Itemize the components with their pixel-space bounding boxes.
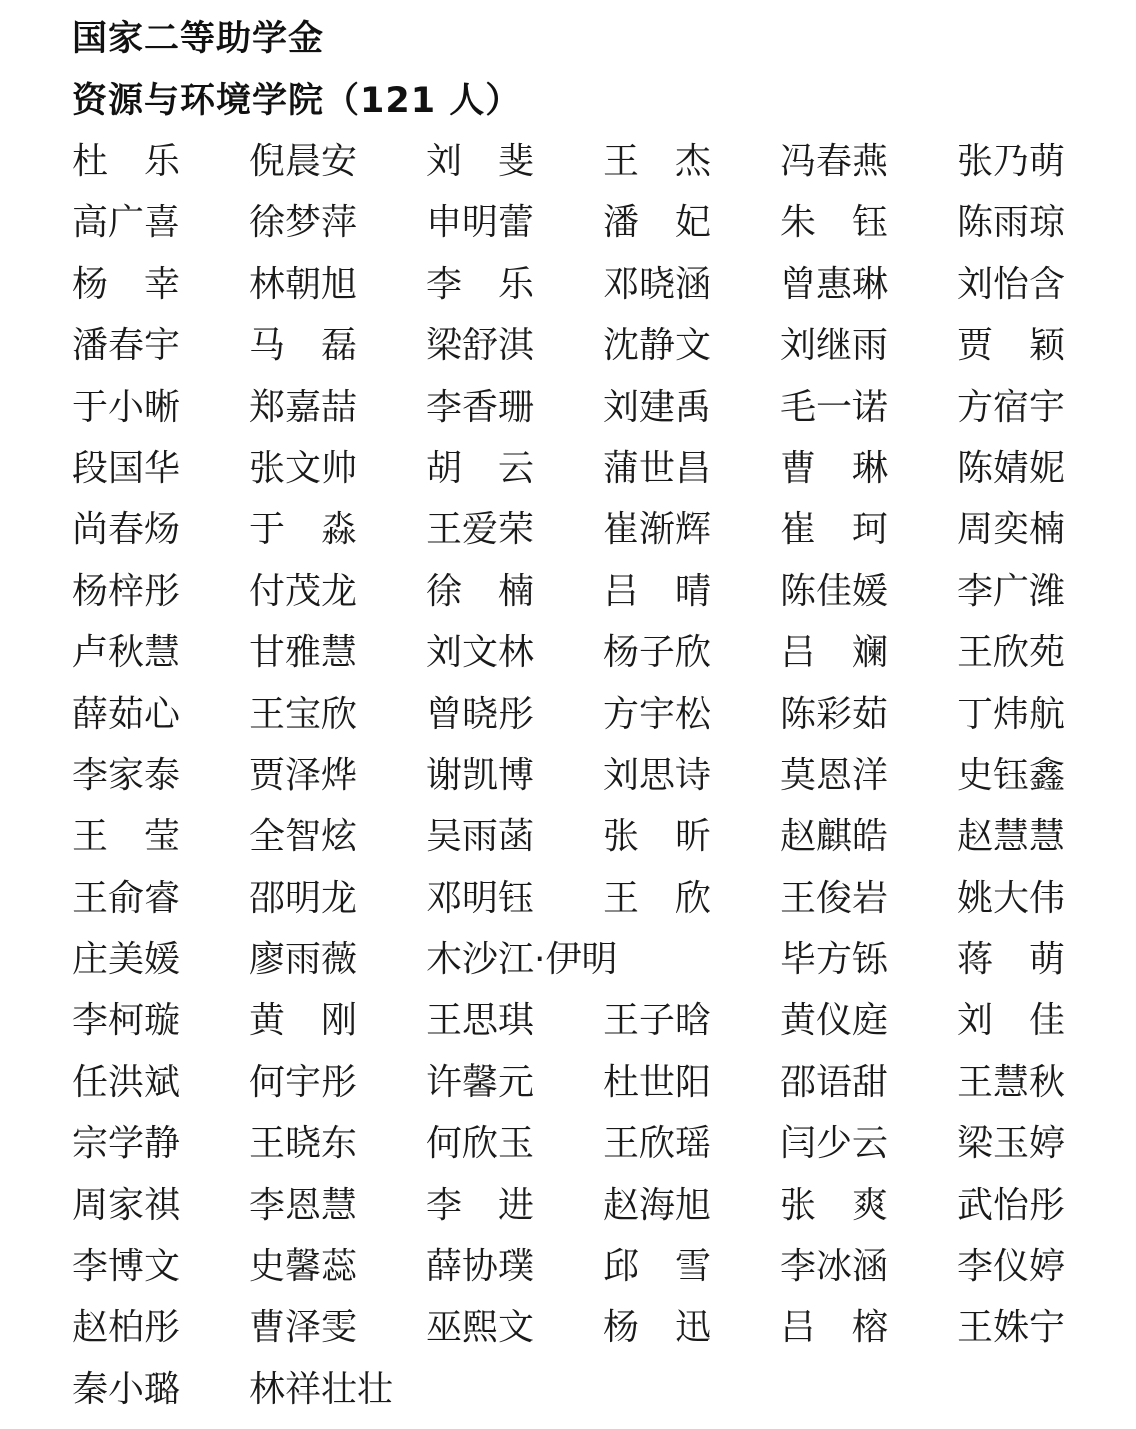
name-item: 曾晓彤 [426,693,535,735]
name-item: 王俞睿 [72,877,181,919]
name-item: 朱 钰 [780,202,889,244]
name-item: 梁玉婷 [957,1123,1066,1165]
document-subtitle: 资源与环境学院（121 人） [72,81,522,121]
name-item: 杜世阳 [603,1061,712,1103]
name-item: 甘雅慧 [249,632,358,674]
name-item: 史钰鑫 [957,754,1066,796]
name-item: 王晓东 [249,1123,358,1165]
name-item: 刘 佳 [957,1000,1066,1042]
name-item: 武怡彤 [957,1184,1066,1226]
name-item: 何宇彤 [249,1061,358,1103]
name-item: 王俊岩 [780,877,889,919]
name-item: 李 乐 [426,263,535,305]
name-item: 赵麒皓 [780,816,889,858]
name-item: 邓晓涵 [603,263,712,305]
name-item: 闫少云 [780,1123,889,1165]
name-item: 王子晗 [603,1000,712,1042]
document-title: 国家二等助学金 [72,19,325,59]
name-item: 许馨元 [426,1061,535,1103]
name-item: 赵慧慧 [957,816,1066,858]
name-item: 沈静文 [603,325,712,367]
name-item: 尚春炀 [72,509,181,551]
name-item: 林祥壮壮 [249,1368,394,1410]
name-item: 李广潍 [957,570,1066,612]
name-item: 王慧秋 [957,1061,1066,1103]
name-item: 黄仪庭 [780,1000,889,1042]
name-item: 薛茹心 [72,693,181,735]
name-item: 巫熙文 [426,1307,535,1349]
name-item: 张乃萌 [957,141,1066,182]
name-item: 陈佳媛 [780,570,889,612]
name-item: 潘 妃 [603,202,712,244]
name-item: 郑嘉喆 [249,386,358,428]
name-item: 周奕楠 [957,509,1066,551]
name-item: 贾 颖 [957,325,1066,367]
name-item: 任洪斌 [72,1061,181,1103]
name-item: 毛一诺 [780,386,889,428]
name-item: 陈婧妮 [957,447,1066,489]
name-item: 崔 珂 [780,509,889,551]
name-item: 王 欣 [603,877,712,919]
name-item: 王 杰 [603,141,712,182]
name-item: 申明蕾 [426,202,535,244]
name-item: 刘怡含 [957,263,1066,305]
name-item: 王姝宁 [957,1307,1066,1349]
name-item: 张 昕 [603,816,712,858]
name-item: 杨 幸 [72,263,181,305]
name-item: 木沙江·伊明 [426,939,618,981]
name-item: 刘思诗 [603,754,712,796]
name-item: 王 莹 [72,816,181,858]
name-item: 徐梦萍 [249,202,358,244]
name-item: 李香珊 [426,386,535,428]
name-item: 姚大伟 [957,877,1066,919]
name-list [72,140,1072,1429]
name-item: 李仪婷 [957,1246,1066,1288]
name-item: 王欣瑶 [603,1123,712,1165]
name-item: 吕 斓 [780,632,889,674]
name-item: 曹泽雯 [249,1307,358,1349]
name-item: 于 淼 [249,509,358,551]
name-item: 潘春宇 [72,325,181,367]
name-item: 刘建禹 [603,386,712,428]
name-item: 赵柏彤 [72,1307,181,1349]
name-item: 卢秋慧 [72,632,181,674]
name-item: 丁炜航 [957,693,1066,735]
name-item: 邵明龙 [249,877,358,919]
name-item: 刘继雨 [780,325,889,367]
name-item: 梁舒淇 [426,325,535,367]
name-item: 吕 晴 [603,570,712,612]
name-item: 贾泽烨 [249,754,358,796]
name-item: 张 爽 [780,1184,889,1226]
name-item: 蒋 萌 [957,939,1066,981]
name-item: 王爱荣 [426,509,535,551]
name-item: 廖雨薇 [249,939,358,981]
name-item: 宗学静 [72,1123,181,1165]
name-item: 段国华 [72,447,181,489]
name-item: 史馨蕊 [249,1246,358,1288]
name-item: 邱 雪 [603,1246,712,1288]
name-item: 吴雨菡 [426,816,535,858]
name-item: 杨子欣 [603,632,712,674]
name-item: 胡 云 [426,447,535,489]
name-item: 黄 刚 [249,1000,358,1042]
name-item: 莫恩洋 [780,754,889,796]
name-item: 赵海旭 [603,1184,712,1226]
name-item: 杜 乐 [72,141,181,182]
name-item: 方宇松 [603,693,712,735]
name-item: 崔渐辉 [603,509,712,551]
name-item: 高广喜 [72,202,181,244]
name-item: 付茂龙 [249,570,358,612]
name-item: 曾惠琳 [780,263,889,305]
name-item: 杨 迅 [603,1307,712,1349]
name-item: 王欣苑 [957,632,1066,674]
name-item: 马 磊 [249,325,358,367]
name-item: 张文帅 [249,447,358,489]
name-item: 刘 斐 [426,141,535,182]
name-item: 李柯璇 [72,1000,181,1042]
name-item: 周家祺 [72,1184,181,1226]
name-item: 毕方铄 [780,939,889,981]
name-item: 徐 楠 [426,570,535,612]
name-item: 邓明钰 [426,877,535,919]
name-item: 方宿宇 [957,386,1066,428]
name-item: 邵语甜 [780,1061,889,1103]
name-item: 李冰涵 [780,1246,889,1288]
name-item: 倪晨安 [249,141,358,182]
name-item: 陈雨琼 [957,202,1066,244]
name-item: 谢凯博 [426,754,535,796]
name-item: 陈彩茹 [780,693,889,735]
name-item: 刘文林 [426,632,535,674]
name-item: 于小晰 [72,386,181,428]
name-item: 杨梓彤 [72,570,181,612]
name-item: 李博文 [72,1246,181,1288]
name-item: 何欣玉 [426,1123,535,1165]
name-item: 王宝欣 [249,693,358,735]
name-item: 吕 榕 [780,1307,889,1349]
name-item: 庄美媛 [72,939,181,981]
name-item: 全智炫 [249,816,358,858]
name-item: 王思琪 [426,1000,535,1042]
name-item: 李 进 [426,1184,535,1226]
name-item: 曹 琳 [780,447,889,489]
name-item: 李家泰 [72,754,181,796]
name-item: 林朝旭 [249,263,358,305]
name-item: 秦小璐 [72,1368,181,1410]
name-item: 薛协璞 [426,1246,535,1288]
name-item: 蒲世昌 [603,447,712,489]
name-item: 李恩慧 [249,1184,358,1226]
name-item: 冯春燕 [780,141,889,182]
